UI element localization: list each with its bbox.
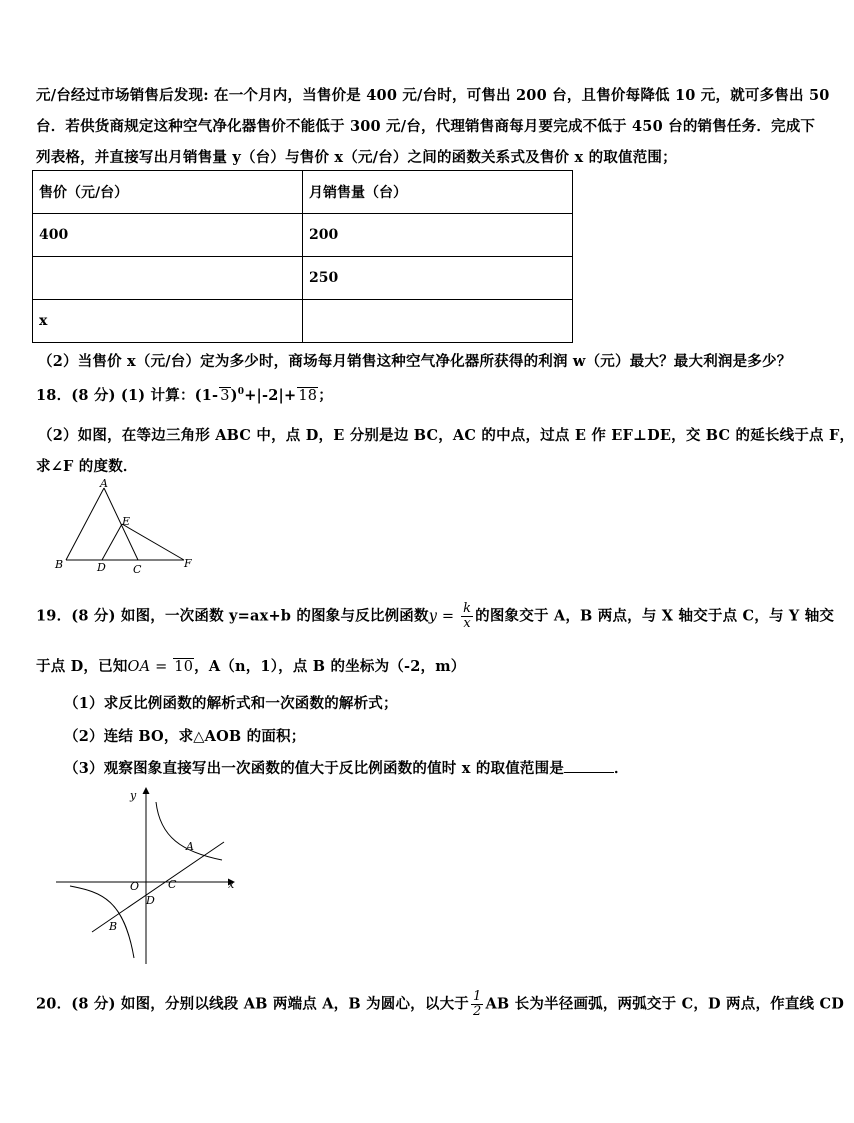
table-cell	[303, 300, 573, 343]
var-y: y	[428, 608, 438, 625]
q19-text: ，A（n，1），点 B 的坐标为（-2，m）	[194, 658, 466, 675]
q18-text: 18．(8 分) (1) 计算：(1-	[36, 387, 219, 404]
table-header-row	[33, 171, 573, 214]
table-row	[33, 214, 573, 257]
intro-line-2: 台．若供货商规定这种空气净化器售价不能低于 300 元/台，代理销售商每月要完成不低于 450 台的销售任务．完成下	[36, 118, 816, 135]
intro-line-3: 列表格，并直接写出月销售量 y（台）与售价 x（元/台）之间的函数关系式及售价 x 的取值范围；	[36, 149, 677, 166]
question-19-line-1	[36, 602, 834, 631]
table-row	[33, 300, 573, 343]
fraction-one-half	[471, 990, 483, 1019]
fraction-k-over-x	[461, 602, 473, 631]
intro-line-1: 元/台经过市场销售后发现: 在一个月内，当售价是 400 元/台时，可售出 200 台，且售价每降低 10 元，就可多售出 50	[36, 87, 830, 104]
table-header-cell: 售价（元/台）	[33, 171, 303, 214]
function-graph	[52, 782, 242, 967]
question-19-line-2	[36, 655, 465, 676]
q19-text: ．	[614, 760, 629, 777]
question-18-part-2: （2）如图，在等边三角形 ABC 中，点 D，E 分别是边 BC，AC 的中点，过点 E 作 EF⊥DE，交 BC 的延长线于点 F，	[38, 427, 854, 444]
question-19-item-1: （1）求反比例函数的解析式和一次函数的解析式；	[64, 695, 398, 712]
label-C: C	[168, 878, 177, 891]
table-header-cell: 月销售量（台）	[303, 171, 573, 214]
label-A: A	[100, 477, 108, 490]
question-18-part-1	[36, 384, 333, 405]
table-cell	[33, 257, 303, 300]
q19-text: （3）观察图象直接写出一次函数的值大于反比例函数的值时 x 的取值范围是	[64, 760, 565, 777]
equals-sign: =	[437, 608, 460, 625]
label-A: A	[186, 840, 194, 853]
table-cell: x	[33, 300, 303, 343]
table-row	[33, 257, 573, 300]
label-D: D	[97, 561, 106, 574]
label-x-axis: x	[228, 878, 235, 891]
label-y-axis: y	[130, 789, 137, 802]
label-E: E	[122, 515, 131, 528]
q20-text: AB 长为半径画弧，两弧交于 C，D 两点，作直线 CD	[485, 995, 845, 1013]
sqrt-3: 3	[220, 388, 230, 404]
table-cell: 250	[303, 257, 573, 300]
q19-text: 19．(8 分) 如图，一次函数 y=ax+b 的图象与反比例函数	[36, 607, 429, 625]
label-F: F	[184, 557, 192, 570]
q19-text: 于点 D，已知	[36, 658, 128, 675]
sqrt-18: 18	[298, 388, 318, 404]
var-OA: OA	[127, 659, 151, 675]
question-20-line-1	[36, 990, 844, 1019]
frac-numerator: k	[463, 601, 472, 616]
frac-numerator: 1	[473, 989, 482, 1004]
equals-sign: =	[150, 659, 173, 675]
sales-table	[32, 170, 573, 343]
label-B: B	[55, 558, 64, 571]
label-B: B	[109, 920, 118, 933]
sqrt-10: 10	[174, 659, 194, 675]
question-18-part-2-cont: 求∠F 的度数．	[36, 458, 138, 475]
exponent-zero: 0	[237, 387, 245, 398]
table-cell: 400	[33, 214, 303, 257]
q18-text: ；	[318, 387, 333, 404]
q20-text: 20．(8 分) 如图，分别以线段 AB 两端点 A，B 为圆心，以大于	[36, 995, 469, 1013]
question-19-item-2: （2）连结 BO，求△AOB 的面积；	[64, 728, 306, 745]
q19-text: 的图象交于 A，B 两点，与 X 轴交于点 C，与 Y 轴交	[475, 607, 835, 625]
question-19-item-3	[64, 757, 629, 778]
frac-denominator: x	[463, 616, 471, 631]
triangle-figure	[52, 478, 197, 576]
frac-denominator: 2	[473, 1004, 482, 1019]
label-D: D	[146, 894, 155, 907]
q18-text: )	[230, 387, 238, 404]
label-C: C	[133, 563, 142, 576]
label-O: O	[130, 880, 140, 893]
table-cell: 200	[303, 214, 573, 257]
answer-blank	[564, 760, 614, 773]
q18-text: +|-2|+	[244, 387, 297, 404]
question-17-part-2: （2）当售价 x（元/台）定为多少时，商场每月销售这种空气净化器所获得的利润 w（元）最大？最大利润是多少？	[38, 353, 792, 370]
